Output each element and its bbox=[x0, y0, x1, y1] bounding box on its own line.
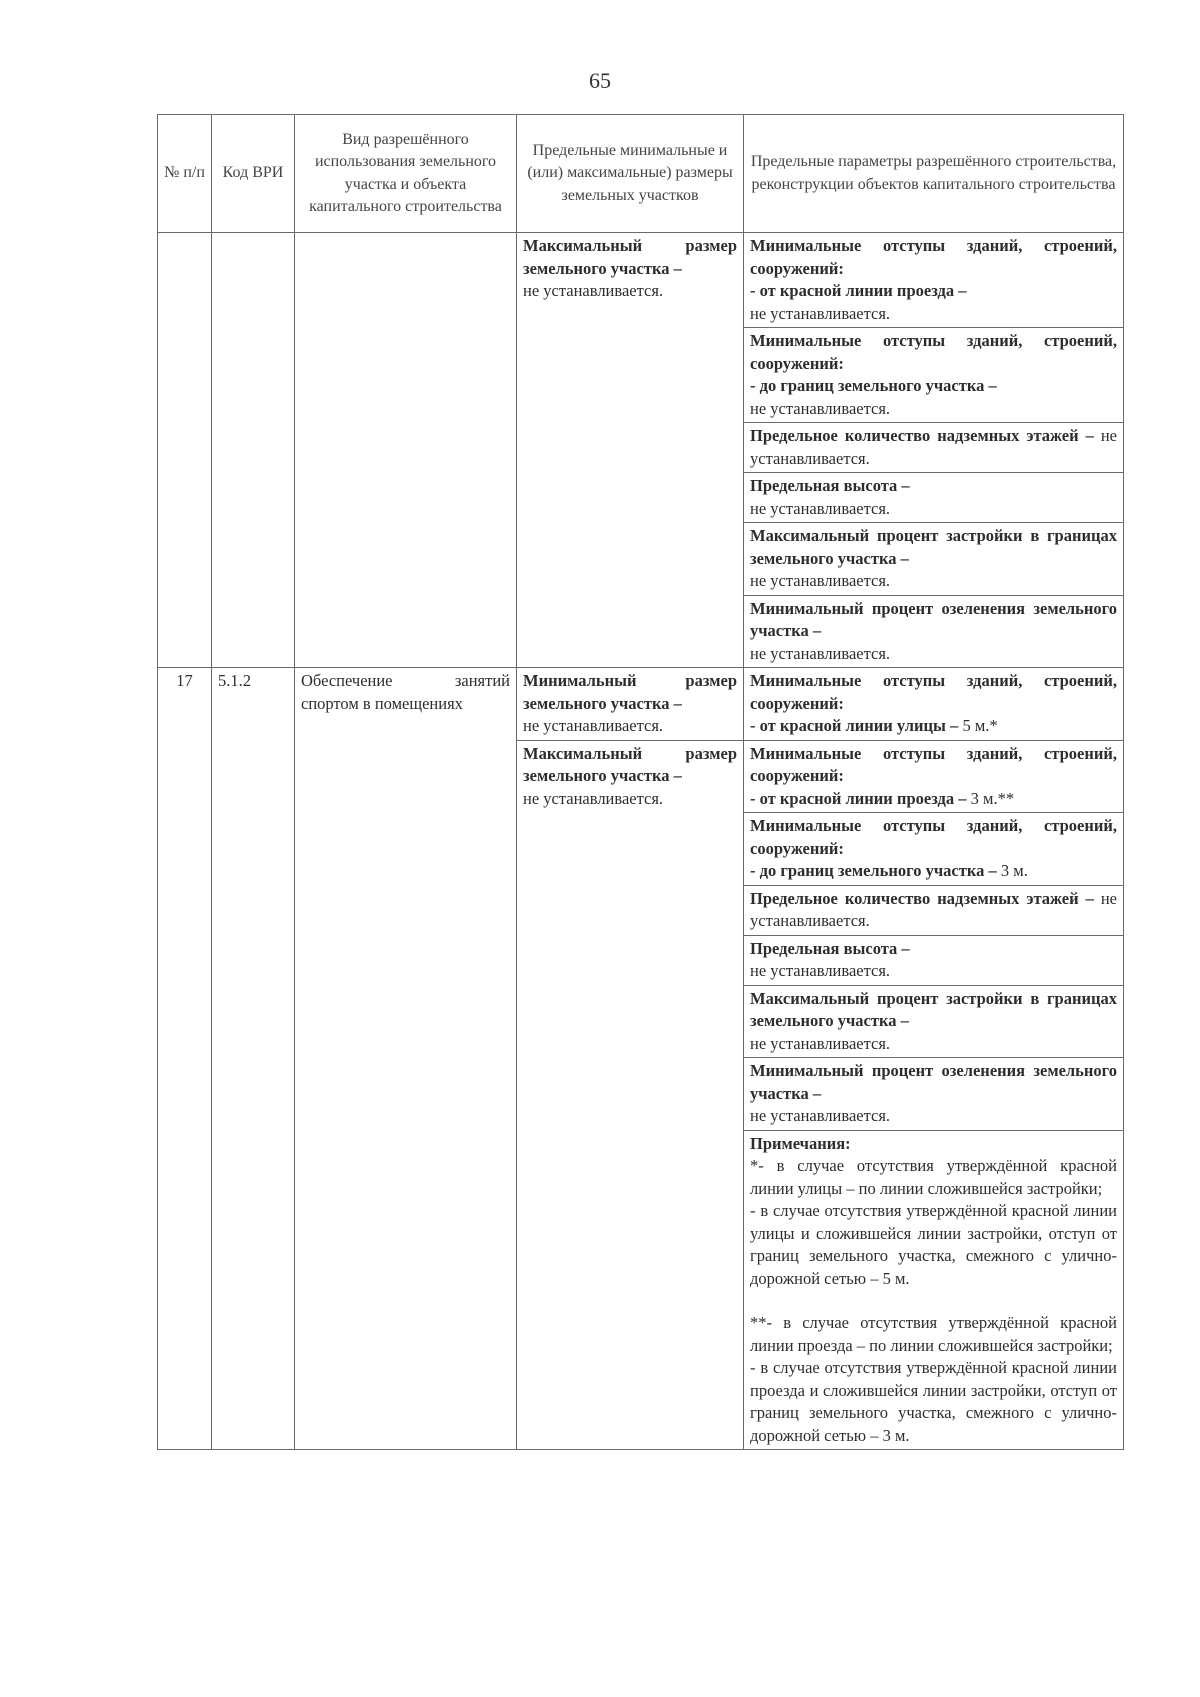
page-number: 65 bbox=[589, 68, 611, 93]
cont-size-cell bbox=[517, 233, 744, 668]
param-cell bbox=[744, 233, 1124, 328]
table-row bbox=[158, 233, 1124, 328]
param-value: не устанавливается. bbox=[750, 398, 891, 418]
size-value: не устанавливается. bbox=[523, 716, 664, 735]
row-use-cell: Обеспечение занятий спортом в помещениях bbox=[295, 668, 517, 1450]
param-cell bbox=[744, 595, 1124, 668]
param-cell bbox=[744, 473, 1124, 523]
param-value: 3 м.** bbox=[970, 788, 1015, 808]
size-label: Минимальный размер земельного участка – bbox=[523, 671, 737, 713]
param-sublabel: - до границ земельного участка – bbox=[750, 376, 997, 395]
param-label: Максимальный процент застройки в границах земельного участка – bbox=[750, 526, 1117, 568]
param-value: не устанавливается. bbox=[750, 643, 891, 663]
cont-code-cell bbox=[212, 233, 295, 668]
param-label: Предельная высота – bbox=[750, 476, 910, 495]
header-size: Предельные минимальные и (или) максимальные) размеры земельных участков bbox=[517, 115, 744, 233]
cont-num-cell bbox=[158, 233, 212, 668]
param-value: не устанавливается. bbox=[750, 426, 1117, 468]
param-cell bbox=[744, 740, 1124, 813]
param-sublabel: - от красной линии проезда – bbox=[750, 281, 967, 300]
param-value: не устанавливается. bbox=[750, 303, 891, 323]
param-cell bbox=[744, 813, 1124, 886]
note-paragraph: - в случае отсутствия утверждённой красной линии проезда и сложившейся линии застройки, отступ от границ земельного участка, смежного с улично-дорожной сетью – 3 м. bbox=[750, 1358, 1117, 1445]
size-value: не устанавливается. bbox=[523, 788, 664, 808]
notes-cell bbox=[744, 1130, 1124, 1450]
param-cell bbox=[744, 985, 1124, 1058]
row-code-cell: 5.1.2 bbox=[212, 668, 295, 1450]
param-value: 5 м.* bbox=[962, 716, 998, 735]
param-cell bbox=[744, 885, 1124, 935]
header-code: Код ВРИ bbox=[212, 115, 295, 233]
param-cell bbox=[744, 523, 1124, 596]
param-label: Минимальные отступы зданий, строений, сооружений: bbox=[750, 743, 1117, 785]
param-label: Предельная высота – bbox=[750, 938, 910, 958]
param-cell bbox=[744, 423, 1124, 473]
cont-use-cell bbox=[295, 233, 517, 668]
note-gap bbox=[750, 1290, 1117, 1312]
param-label: Минимальный процент озеленения земельного участка – bbox=[750, 1061, 1117, 1103]
param-value: не устанавливается. bbox=[750, 888, 1117, 930]
row-num-cell: 17 bbox=[158, 668, 212, 1450]
size-min-cell bbox=[517, 668, 744, 741]
param-sublabel: - от красной линии проезда – bbox=[750, 788, 967, 808]
param-label: Минимальные отступы зданий, строений, сооружений: bbox=[750, 671, 1117, 713]
param-cell bbox=[744, 328, 1124, 423]
table-header-row bbox=[158, 115, 1124, 233]
size-value: не устанавливается. bbox=[523, 281, 664, 300]
param-sublabel: - от красной линии улицы – bbox=[750, 716, 959, 735]
param-label: Минимальные отступы зданий, строений, сооружений: bbox=[750, 331, 1117, 373]
notes-title: Примечания: bbox=[750, 1133, 851, 1153]
param-label: Минимальный процент озеленения земельного участка – bbox=[750, 598, 1117, 640]
param-cell bbox=[744, 1058, 1124, 1131]
param-value: не устанавливается. bbox=[750, 498, 891, 518]
param-value: не устанавливается. bbox=[750, 571, 891, 590]
param-cell bbox=[744, 668, 1124, 741]
param-value: 3 м. bbox=[1000, 861, 1028, 880]
param-value: не устанавливается. bbox=[750, 1106, 891, 1125]
note-paragraph: **- в случае отсутствия утверждённой красной линии проезда – по линии сложившейся застройки; bbox=[750, 1313, 1117, 1355]
param-cell bbox=[744, 935, 1124, 985]
size-max-cell bbox=[517, 740, 744, 1450]
header-params: Предельные параметры разрешённого строительства, реконструкции объектов капитального строительства bbox=[744, 115, 1124, 233]
param-label: Минимальные отступы зданий, строений, сооружений: bbox=[750, 816, 1117, 858]
size-label: Максимальный размер земельного участка – bbox=[523, 743, 737, 785]
param-label: Предельное количество надземных этажей – bbox=[750, 426, 1094, 445]
param-label: Предельное количество надземных этажей – bbox=[750, 888, 1094, 908]
note-paragraph: *- в случае отсутствия утверждённой красной линии улицы – по линии сложившейся застройки; bbox=[750, 1156, 1117, 1198]
param-label: Максимальный процент застройки в границах земельного участка – bbox=[750, 988, 1117, 1030]
table-row bbox=[158, 668, 1124, 741]
param-value: не устанавливается. bbox=[750, 961, 891, 980]
header-use: Вид разрешённого использования земельного участка и объекта капитального строительства bbox=[295, 115, 517, 233]
size-label: Максимальный размер земельного участка – bbox=[523, 236, 737, 278]
note-paragraph: - в случае отсутствия утверждённой красной линии улицы и сложившейся линии застройки, отступ от границ земельного участка, смежного с улично-дорожной сетью – 5 м. bbox=[750, 1201, 1117, 1288]
param-label: Минимальные отступы зданий, строений, сооружений: bbox=[750, 236, 1117, 278]
header-num: № п/п bbox=[158, 115, 212, 233]
param-value: не устанавливается. bbox=[750, 1033, 891, 1053]
param-sublabel: - до границ земельного участка – bbox=[750, 861, 997, 880]
land-use-table bbox=[157, 114, 1124, 1450]
